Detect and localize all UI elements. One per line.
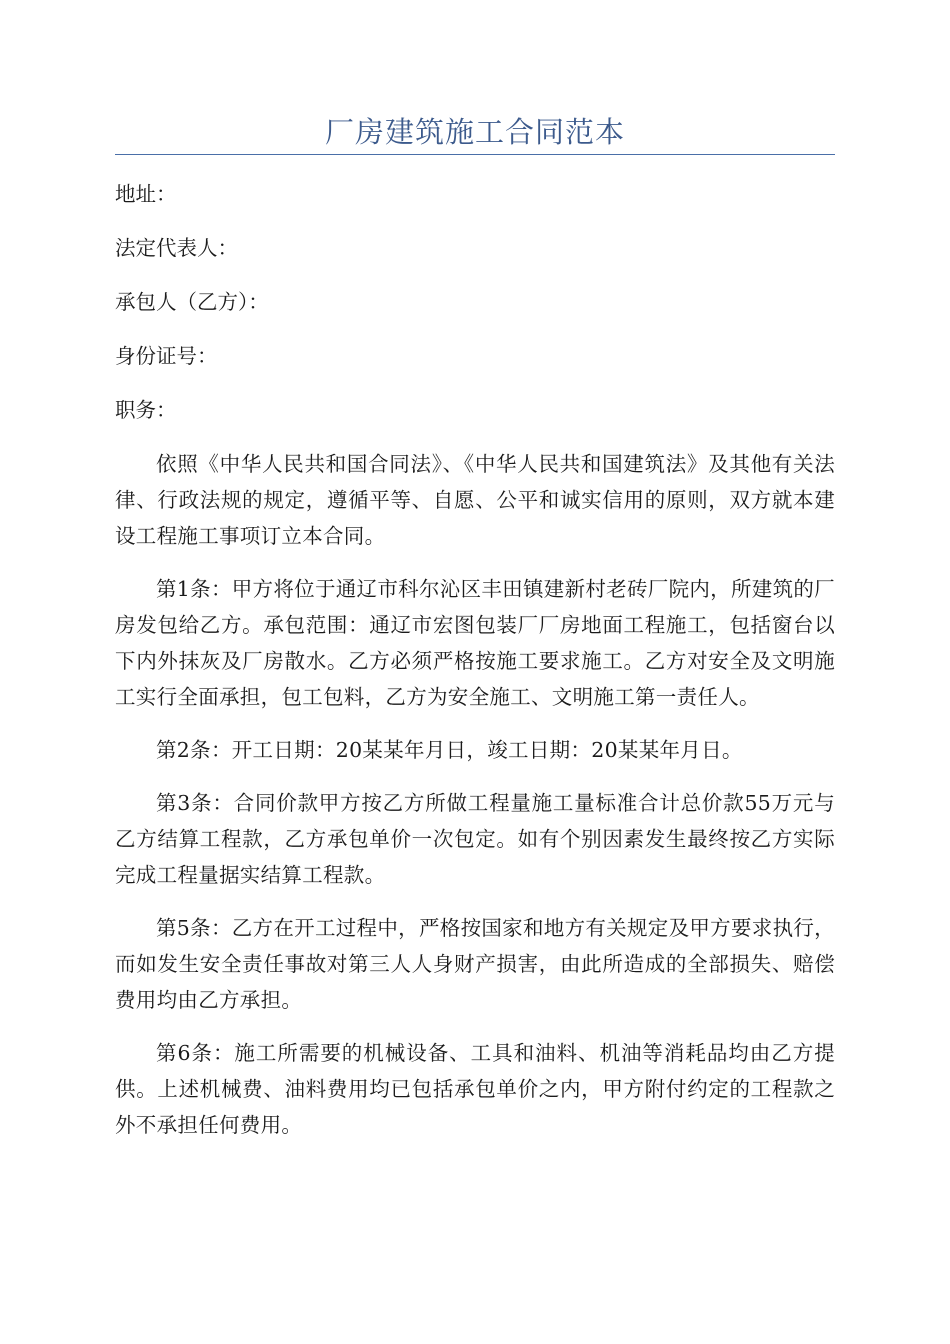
document-body (115, 176, 835, 1160)
paragraph-preamble: 依照《中华人民共和国合同法》、《中华人民共和国建筑法》及其他有关法律、行政法规的规定，遵循平等、自愿、公平和诚实信用的原则，双方就本建设工程施工事项订立本合同。 (115, 452, 835, 548)
paragraph-article-5: 第5条：乙方在开工过程中，严格按国家和地方有关规定及甲方要求执行，而如发生安全责任事故对第三人人身财产损害，由此所造成的全部损失、赔偿费用均由乙方承担。 (115, 916, 835, 1012)
paragraph-article-1: 第1条：甲方将位于通辽市科尔沁区丰田镇建新村老砖厂院内，所建筑的厂房发包给乙方。承包范围：通辽市宏图包装厂厂房地面工程施工，包括窗台以下内外抹灰及厂房散水。乙方必须严格按施工要求施工。乙方对安全及文明施工实行全面承担，包工包料，乙方为安全施工、文明施工第一责任人。 (115, 577, 835, 709)
document-title: 厂房建筑施工合同范本 (324, 115, 625, 149)
field-position: 职务： (115, 398, 177, 422)
paragraph-article-3: 第3条：合同价款甲方按乙方所做工程量施工量标准合计总价款55万元与乙方结算工程款，乙方承包单价一次包定。如有个别因素发生最终按乙方实际完成工程量据实结算工程款。 (115, 791, 835, 887)
field-contractor: 承包人（乙方）： (115, 290, 269, 314)
paragraph-article-6: 第6条：施工所需要的机械设备、工具和油料、机油等消耗品均由乙方提供。上述机械费、油料费用均已包括承包单价之内，甲方附付约定的工程款之外不承担任何费用。 (115, 1041, 835, 1137)
field-legal-representative: 法定代表人： (115, 236, 238, 260)
field-id-number: 身份证号： (115, 344, 218, 368)
paragraph-article-2: 第2条：开工日期：20某某年月日，竣工日期：20某某年月日。 (156, 738, 743, 762)
title-underline (115, 154, 835, 155)
field-address: 地址： (115, 182, 177, 206)
